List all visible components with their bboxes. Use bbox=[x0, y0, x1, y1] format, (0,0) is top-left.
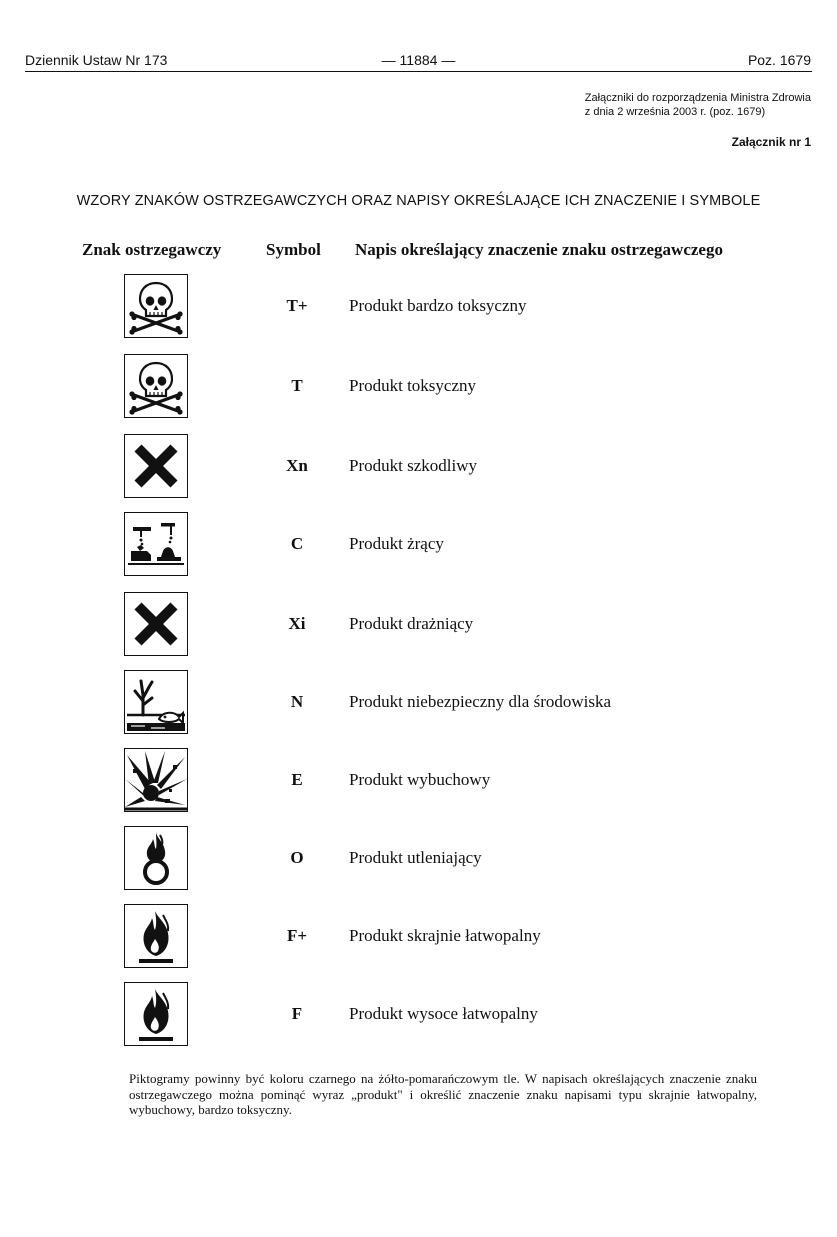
table-row bbox=[0, 354, 837, 420]
annex-line-2: z dnia 2 września 2003 r. (poz. 1679) bbox=[584, 106, 766, 118]
header-rule bbox=[25, 71, 812, 72]
corrosion-icon bbox=[125, 513, 187, 575]
table-row bbox=[0, 434, 837, 500]
warning-sign bbox=[124, 592, 188, 656]
table-row bbox=[0, 274, 837, 340]
warning-sign bbox=[124, 904, 188, 968]
page-number: — 11884 — bbox=[381, 52, 456, 68]
skull-crossbones-icon bbox=[125, 275, 187, 337]
annex-line-1: Załączniki do rozporządzenia Ministra Zdrowia bbox=[584, 92, 811, 104]
warning-sign bbox=[124, 434, 188, 498]
warning-sign bbox=[124, 748, 188, 812]
table-row bbox=[0, 982, 837, 1048]
hazard-description: Produkt wysoce łatwopalny bbox=[349, 1004, 538, 1023]
hazard-symbol: T bbox=[291, 376, 303, 395]
hazard-symbol: O bbox=[290, 848, 304, 867]
warning-sign bbox=[124, 274, 188, 338]
column-header-symbol: Symbol bbox=[266, 240, 321, 259]
annex-reference bbox=[585, 91, 811, 119]
hazard-symbol: C bbox=[290, 534, 304, 553]
hazard-symbol: F+ bbox=[286, 926, 308, 945]
position-number: Poz. 1679 bbox=[747, 52, 811, 68]
hazard-description: Produkt skrajnie łatwopalny bbox=[349, 926, 541, 945]
warning-sign bbox=[124, 982, 188, 1046]
journal-title: Dziennik Ustaw Nr 173 bbox=[25, 52, 168, 68]
annex-number: Załącznik nr 1 bbox=[731, 135, 811, 149]
hazard-symbol: Xi bbox=[288, 614, 306, 633]
flame-icon bbox=[125, 905, 187, 967]
skull-crossbones-icon bbox=[125, 355, 187, 417]
hazard-description: Produkt toksyczny bbox=[349, 376, 477, 395]
x-cross-icon bbox=[125, 435, 187, 497]
table-row bbox=[0, 748, 837, 814]
table-row bbox=[0, 826, 837, 892]
hazard-symbol: E bbox=[291, 770, 303, 789]
table-row bbox=[0, 904, 837, 970]
table-row bbox=[0, 670, 837, 736]
hazard-description: Produkt szkodliwy bbox=[349, 456, 477, 475]
warning-sign bbox=[124, 512, 188, 576]
column-header-sign: Znak ostrzegawczy bbox=[82, 240, 222, 259]
document-title: WZORY ZNAKÓW OSTRZEGAWCZYCH ORAZ NAPISY OKREŚLAJĄCE ICH ZNACZENIE I SYMBOLE bbox=[76, 193, 761, 209]
warning-sign bbox=[124, 670, 188, 734]
table-row bbox=[0, 592, 837, 658]
explosion-icon bbox=[125, 749, 187, 811]
hazard-symbol: Xn bbox=[286, 456, 308, 475]
hazard-symbol: F bbox=[291, 1004, 303, 1023]
environment-icon bbox=[125, 671, 187, 733]
x-cross-icon bbox=[125, 593, 187, 655]
hazard-symbol: T+ bbox=[286, 296, 308, 315]
column-header-description: Napis określający znaczenie znaku ostrzegawczego bbox=[355, 240, 723, 259]
hazard-description: Produkt utleniający bbox=[349, 848, 482, 867]
hazard-symbol: N bbox=[290, 692, 304, 711]
hazard-description: Produkt bardzo toksyczny bbox=[349, 296, 527, 315]
warning-sign bbox=[124, 354, 188, 418]
table-row bbox=[0, 512, 837, 578]
flame-over-circle-icon bbox=[125, 827, 187, 889]
hazard-description: Produkt niebezpieczny dla środowiska bbox=[349, 692, 612, 711]
warning-sign bbox=[124, 826, 188, 890]
hazard-description: Produkt żrący bbox=[349, 534, 444, 553]
flame-icon bbox=[125, 983, 187, 1045]
hazard-description: Produkt wybuchowy bbox=[349, 770, 491, 789]
hazard-description: Produkt drażniący bbox=[349, 614, 474, 633]
footnote: Piktogramy powinny być koloru czarnego na żółto-pomarańczowym tle. W napisach określających znaczenie znaku ostrzegawczego można pominąć wyraz „produkt" i określić znaczenie znaku napisami typu skrajnie łatwopalny, wybuchowy, bardzo toksyczny. bbox=[129, 1071, 757, 1117]
